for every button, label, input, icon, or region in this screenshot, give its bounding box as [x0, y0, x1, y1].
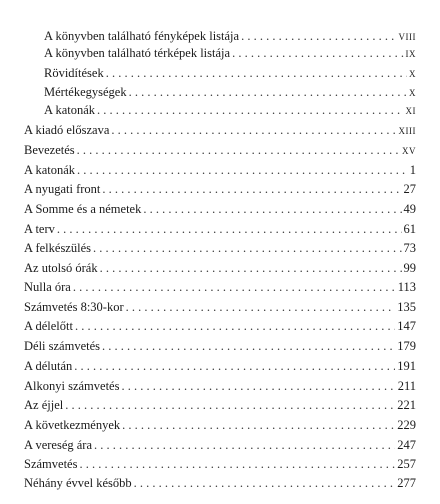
toc-entry-page: x	[409, 85, 416, 99]
dot-leader	[241, 27, 396, 45]
toc-entry-page: xiii	[398, 123, 416, 137]
toc-entry-title: Mértékegységek	[44, 85, 127, 99]
dot-leader	[106, 64, 407, 82]
dot-leader	[134, 474, 396, 492]
toc-entry-title: Bevezetés	[24, 143, 75, 157]
toc-entry-page: xi	[405, 103, 416, 117]
toc-entry	[24, 436, 416, 454]
dot-leader	[111, 121, 396, 139]
dot-leader	[94, 436, 395, 454]
toc-entry-title: Számvetés 8:30-kor	[24, 300, 124, 314]
toc-entry	[24, 141, 416, 159]
toc-entry-title: A következmények	[24, 418, 121, 432]
dot-leader	[102, 180, 401, 198]
dot-leader	[232, 44, 403, 62]
toc-entry	[24, 317, 416, 335]
dot-leader	[102, 337, 395, 355]
toc-entry-page: 277	[397, 476, 416, 490]
toc-entry	[24, 161, 416, 179]
toc-entry-page: 99	[403, 261, 416, 275]
toc-entry-page: 27	[403, 182, 416, 196]
toc-entry	[24, 416, 416, 434]
dot-leader	[73, 278, 396, 296]
toc-entry	[24, 259, 416, 277]
toc-entry	[24, 396, 416, 414]
toc-entry	[24, 298, 416, 316]
toc-entry-title: Alkonyi számvetés	[24, 379, 120, 393]
dot-leader	[74, 357, 395, 375]
toc-entry-title: A Somme és a németek	[24, 202, 142, 216]
toc-entry-page: 113	[397, 280, 416, 294]
toc-entry-page: 147	[397, 319, 416, 333]
dot-leader	[93, 239, 402, 257]
toc-entry	[24, 337, 416, 355]
dot-leader	[121, 377, 395, 395]
toc-entry-title: A vereség ára	[24, 438, 93, 452]
toc-entry-title: A nyugati front	[24, 182, 101, 196]
toc-entry-title: Rövidítések	[44, 66, 104, 80]
dot-leader	[65, 396, 395, 414]
toc-entry-page: 49	[403, 202, 416, 216]
toc-entry-title: Számvetés	[24, 457, 78, 471]
toc-entry-title: A terv	[24, 222, 55, 236]
toc-entry-page: 1	[409, 163, 416, 177]
toc-entry-title: A könyvben található fényképek listája	[44, 29, 240, 43]
toc-entry-title: A felkészülés	[24, 241, 91, 255]
toc-entry	[24, 200, 416, 218]
toc-entry-page: 221	[397, 398, 416, 412]
toc-entry	[24, 357, 416, 375]
toc-entry-title: A délelőtt	[24, 319, 73, 333]
toc-entry	[24, 180, 416, 198]
toc-entry-page: 135	[397, 300, 416, 314]
dot-leader	[79, 455, 395, 473]
toc-entry-page: 247	[397, 438, 416, 452]
toc-entry-page: 257	[397, 457, 416, 471]
toc-entry-title: Néhány évvel később	[24, 476, 132, 490]
dot-leader	[100, 259, 402, 277]
dot-leader	[77, 161, 408, 179]
toc-entry	[44, 64, 416, 82]
dot-leader	[143, 200, 401, 218]
toc-entry-title: A kiadó előszava	[24, 123, 110, 137]
toc-entry	[44, 27, 416, 45]
toc-entry	[44, 83, 416, 101]
toc-entry	[24, 121, 416, 139]
toc-entry-title: A katonák	[24, 163, 76, 177]
toc-entry-page: 179	[397, 339, 416, 353]
dot-leader	[57, 220, 402, 238]
toc-entry-page: 229	[397, 418, 416, 432]
toc-entry-title: A délután	[24, 359, 73, 373]
toc-entry	[24, 278, 416, 296]
dot-leader	[97, 101, 403, 119]
dot-leader	[126, 298, 396, 316]
toc-entry-title: Az éjjel	[24, 398, 64, 412]
toc-entry-title: Déli számvetés	[24, 339, 101, 353]
toc-entry	[24, 220, 416, 238]
toc-entry	[24, 455, 416, 473]
toc-entry-page: viii	[398, 29, 416, 43]
toc-entry-page: xv	[402, 143, 416, 157]
toc-entry	[24, 474, 416, 492]
dot-leader	[122, 416, 395, 434]
toc-entry-title: Nulla óra	[24, 280, 71, 294]
toc-entry-title: Az utolsó órák	[24, 261, 98, 275]
toc-entry-page: x	[409, 66, 416, 80]
toc-entry	[24, 377, 416, 395]
toc-entry	[44, 44, 416, 62]
toc-entry-page: 191	[397, 359, 416, 373]
toc-entry-page: 211	[397, 379, 416, 393]
toc-entry	[44, 101, 416, 119]
toc-entry-page: 73	[403, 241, 416, 255]
toc-entry-title: A könyvben található térképek listája	[44, 46, 231, 60]
dot-leader	[77, 141, 400, 159]
toc-entry-title: A katonák	[44, 103, 96, 117]
toc-entry-page: 61	[403, 222, 416, 236]
dot-leader	[129, 83, 407, 101]
toc-entry	[24, 239, 416, 257]
toc-entry-page: ix	[405, 46, 416, 60]
dot-leader	[75, 317, 395, 335]
